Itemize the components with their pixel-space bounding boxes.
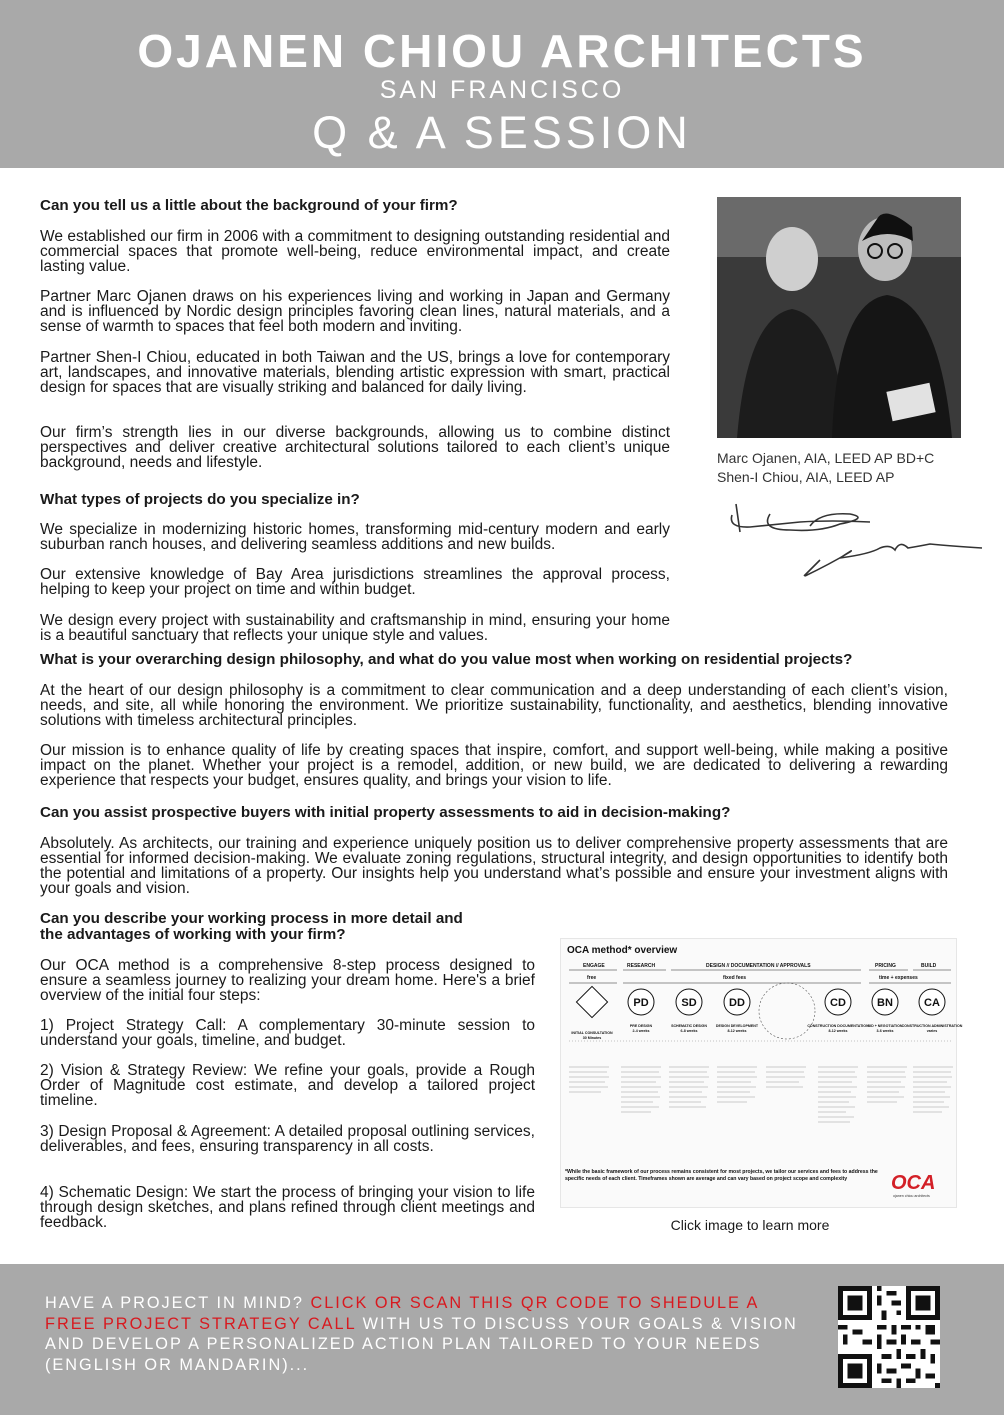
qr-code[interactable]	[838, 1286, 940, 1388]
fee-fixed: fixed fees	[723, 975, 747, 981]
step-label-cd: CONSTRUCTION DOCUMENTATION	[807, 1024, 869, 1028]
question-assessments: Can you assist prospective buyers with initial property assessments to aid in decision-making?	[40, 804, 731, 821]
cta-intro: HAVE A PROJECT IN MIND?	[45, 1294, 311, 1312]
step-label-bn: BID + NEGOTIATION	[867, 1024, 903, 1028]
step-dd: DD	[729, 997, 745, 1009]
step-label-sd: SCHEMATIC DESIGN	[671, 1024, 707, 1028]
step-sd: SD	[681, 997, 697, 1009]
step-label-dd: DESIGN DEVELOPMENT	[715, 1024, 759, 1028]
step-time-ca: varies	[926, 1029, 938, 1033]
fee-free: free	[587, 975, 597, 981]
answer-paragraph: Our firm’s strength lies in our diverse backgrounds, allowing us to combine distinct perspectives and deliver creative architectural solutions tailored to each client’s unique background, needs and lifestyle.	[40, 424, 670, 471]
phase-build: BUILD	[921, 963, 937, 969]
fee-time-expenses: time + expenses	[879, 975, 918, 981]
cta-details: WITH US TO DISCUSS YOUR GOALS & VISION AND DEVELOP A PERSONALIZED ACTION PLAN TAILORED TO YOUR NEEDS (ENGLISH OR MANDARIN)...	[45, 1314, 798, 1374]
answer-paragraph: Partner Shen-I Chiou, educated in both Taiwan and the US, brings a love for contemporary art, landscapes, and innovative materials, blending artistic expression with smart, practical design for spaces that are visually striking and balanced for daily living.	[40, 349, 670, 396]
phase-research: RESEARCH	[627, 963, 656, 969]
step-time-cd: 8-12 weeks	[828, 1029, 848, 1033]
question-process	[40, 911, 540, 943]
step-label-ca: CONSTRUCTION ADMINISTRATION	[901, 1024, 963, 1028]
answer-paragraph: We design every project with sustainability and craftsmanship in mind, ensuring your home is a beautiful sanctuary that reflects your unique style and values.	[40, 612, 670, 644]
step-cd: CD	[830, 997, 846, 1009]
step-pd: PD	[633, 997, 649, 1009]
step-time-bn: 3-6 weeks	[876, 1029, 894, 1033]
step-time-sd: 6-8 weeks	[680, 1029, 698, 1033]
answer-paragraph: Our mission is to enhance quality of life by creating spaces that inspire, comfort, and support well-being, while making a positive impact on the planet. Whether your project is a remodel, addition, or new build, we are dedicated to delivering a rewarding experience that respects your budget, ensures quality, and brings your vision to life.	[40, 742, 948, 789]
answer-paragraph: We specialize in modernizing historic homes, transforming mid-century modern and early suburban ranch houses, and delivering seamless additions and new builds.	[40, 521, 670, 553]
step-time-initial: 30 Minutes	[582, 1036, 602, 1040]
cta-schedule-link[interactable]: CLICK OR SCAN THIS QR CODE TO SHEDULE A FREE PROJECT STRATEGY CALL	[45, 1294, 759, 1333]
oca-logo-subtitle: ojanen chiou architects	[893, 1194, 930, 1198]
answer-paragraph: Our extensive knowledge of Bay Area jurisdictions streamlines the approval process, helping to keep your project on time and within budget.	[40, 566, 670, 598]
process-step-3: 3) Design Proposal & Agreement: A detailed proposal outlining services, deliverables, and fees, ensuring transparency in all costs.	[40, 1123, 535, 1155]
oca-method-chart[interactable]	[561, 939, 963, 1207]
diagram-caption[interactable]: Click image to learn more	[670, 1217, 830, 1233]
answer-paragraph: Partner Marc Ojanen draws on his experiences living and working in Japan and Germany and is influenced by Nordic design principles favoring clean lines, natural materials, and a sense of warmth to spaces that feel both modern and inviting.	[40, 288, 670, 335]
diagram-footnote: *While the basic framework of our process remains consistent for most projects, we tailor our services and fees to address the specific needs of each client. Timeframes shown are average and can vary based on project scope and complexity	[565, 1169, 878, 1182]
step-time-dd: 8-12 weeks	[727, 1029, 747, 1033]
session-title: Q & A SESSION	[312, 107, 692, 158]
step-ca: CA	[924, 997, 940, 1009]
step-time-pd: 2-4 weeks	[632, 1029, 650, 1033]
answer-paragraph: Absolutely. As architects, our training and experience uniquely position us to deliver comprehensive property assessments that are essential for informed decision-making. We evaluate zoning regulations, structural integrity, and design opportunities to identify both the potential and limitations of a property. Our insights help you understand what’s possible and ensure your investment aligns with your goals and vision.	[40, 835, 948, 897]
step-bn: BN	[877, 997, 893, 1009]
question-philosophy: What is your overarching design philosophy, and what do you value most when working on residential projects?	[40, 651, 853, 668]
photo-caption-shen-i: Shen-I Chiou, AIA, LEED AP	[717, 469, 895, 485]
answer-paragraph: At the heart of our design philosophy is a commitment to clear communication and a deep understanding of each client’s vision, needs, and site, all while honoring the environment. We prioritize sustainability, functionality, and aesthetics, blending innovative solutions with timeless architectural principles.	[40, 682, 948, 729]
answer-paragraph: We established our firm in 2006 with a commitment to designing outstanding residential and commercial spaces that promote well-being, reduce environmental impact, and create lasting value.	[40, 228, 670, 275]
qr-code-icon	[838, 1286, 940, 1388]
question-process-line-2: the advantages of working with your firm?	[40, 926, 346, 943]
step-label-initial: INITIAL CONSULTATION	[571, 1031, 613, 1035]
oca-logo: OCA	[891, 1172, 936, 1194]
question-background: Can you tell us a little about the background of your firm?	[40, 197, 458, 214]
question-process-line-1: Can you describe your working process in more detail and	[40, 910, 463, 927]
phase-engage: ENGAGE	[583, 963, 605, 969]
process-step-1: 1) Project Strategy Call: A complementary 30-minute session to understand your goals, timeline, and budget.	[40, 1017, 535, 1049]
process-step-4: 4) Schematic Design: We start the process of bringing your vision to life through design sketches, and plans refined through client meetings and feedback.	[40, 1184, 535, 1231]
cta-text[interactable]	[45, 1293, 805, 1375]
partners-photo-illustration	[717, 197, 961, 438]
oca-method-diagram[interactable]	[560, 938, 963, 1208]
question-specialize: What types of projects do you specialize in?	[40, 491, 360, 508]
page-header	[0, 0, 1004, 168]
partners-signatures	[720, 500, 985, 585]
phase-design: DESIGN // DOCUMENTATION // APPROVALS	[706, 963, 811, 969]
photo-caption-marc: Marc Ojanen, AIA, LEED AP BD+C	[717, 450, 935, 466]
partners-photo	[717, 197, 961, 438]
process-step-2: 2) Vision & Strategy Review: We refine your goals, provide a Rough Order of Magnitude cost estimate, and develop a tailored project timeline.	[40, 1062, 535, 1109]
diagram-title: OCA method* overview	[567, 945, 678, 956]
answer-paragraph: Our OCA method is a comprehensive 8-step process designed to ensure a seamless journey to realizing your dream home. Here's a brief overview of the initial four steps:	[40, 957, 535, 1004]
step-label-pd: PRE DESIGN	[629, 1024, 653, 1028]
firm-name: OJANEN CHIOU ARCHITECTS	[137, 25, 867, 77]
firm-city: SAN FRANCISCO	[379, 76, 625, 104]
phase-pricing: PRICING	[875, 963, 896, 969]
